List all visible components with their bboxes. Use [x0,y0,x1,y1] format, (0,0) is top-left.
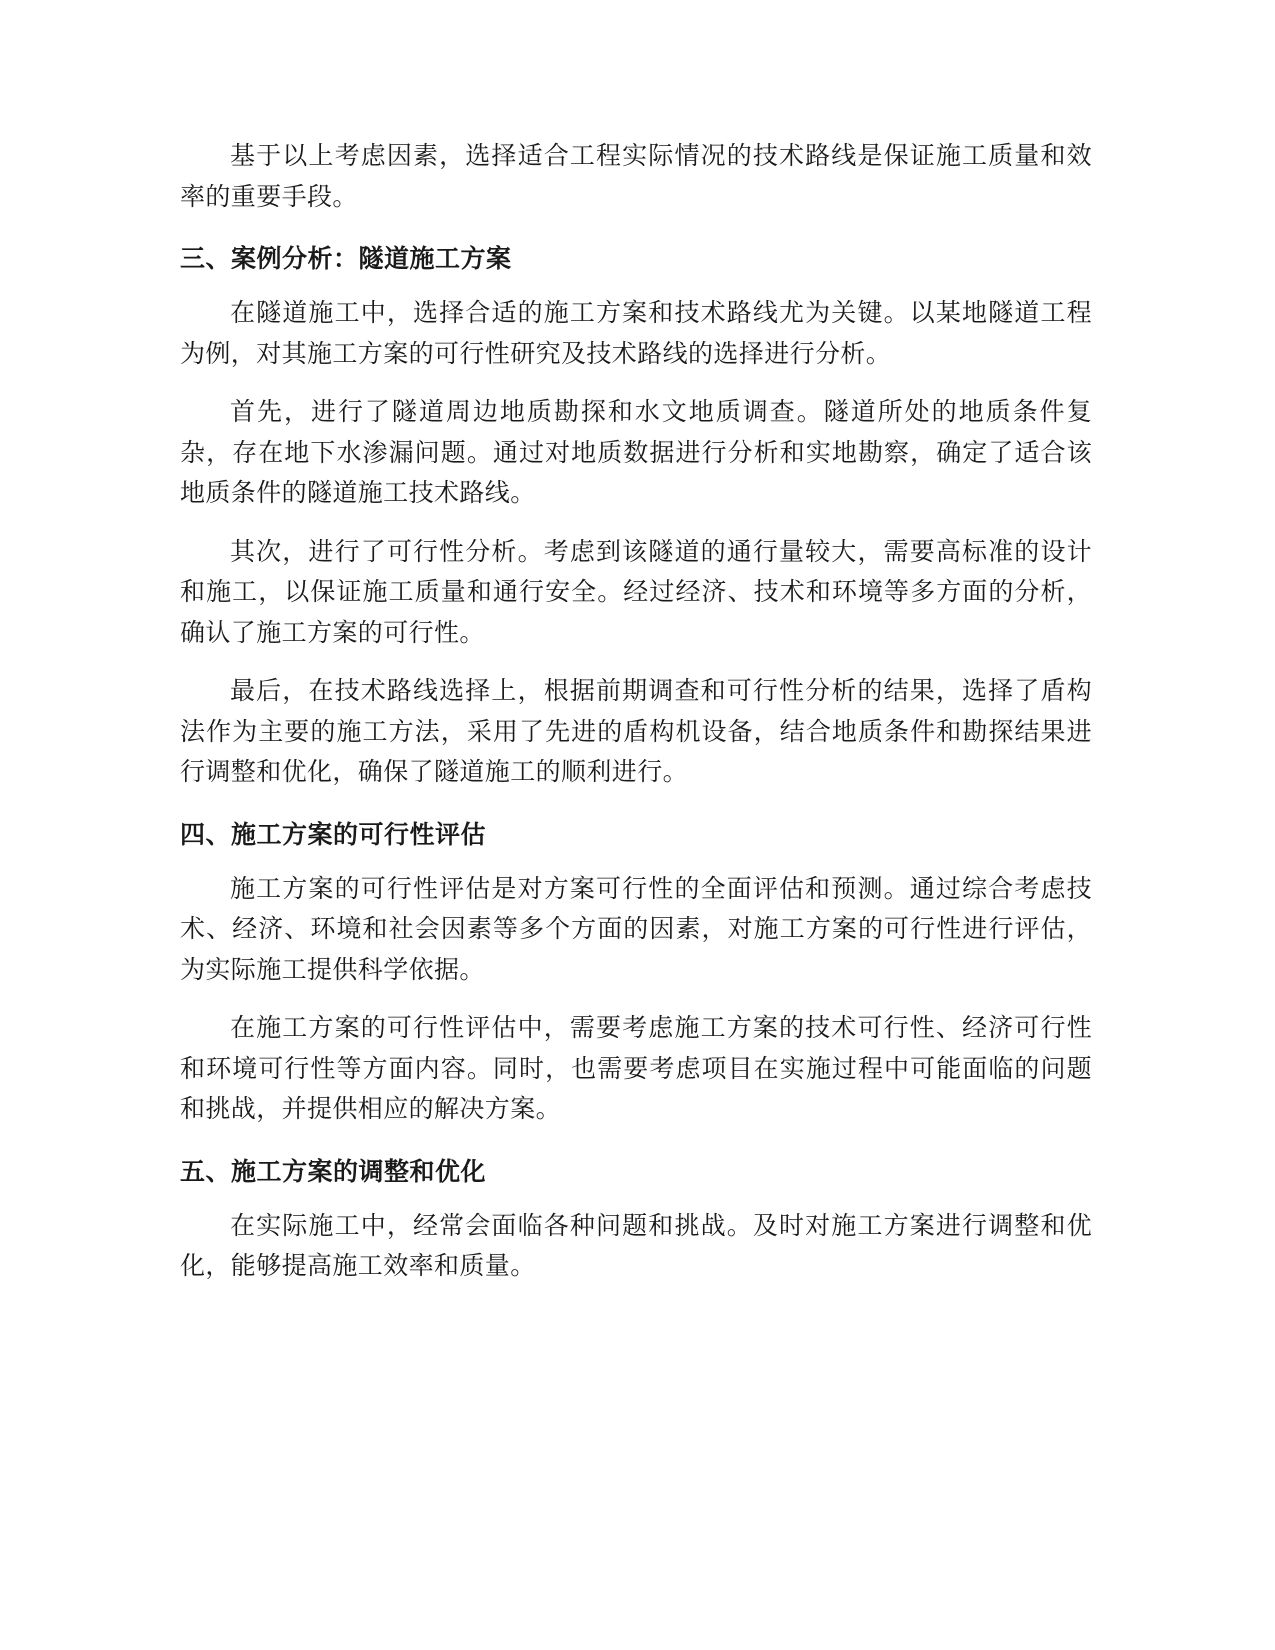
paragraph-adjustment: 在实际施工中，经常会面临各种问题和挑战。及时对施工方案进行调整和优化，能够提高施工效率和质量。 [180,1210,1092,1280]
section-heading-5: 五、施工方案的调整和优化 [180,1156,487,1186]
document-page [180,136,1092,1305]
paragraph-case-route: 最后，在技术路线选择上，根据前期调查和可行性分析的结果，选择了盾构法作为主要的施工方法，采用了先进的盾构机设备，结合地质条件和勘探结果进行调整和优化，确保了隧道施工的顺利进行。 [180,676,1092,786]
section-heading-4: 四、施工方案的可行性评估 [180,819,487,849]
paragraph-case-feasibility: 其次，进行了可行性分析。考虑到该隧道的通行量较大，需要高标准的设计和施工，以保证施工质量和通行安全。经过经济、技术和环境等多方面的分析，确认了施工方案的可行性。 [180,536,1092,647]
paragraph-evaluation-definition: 施工方案的可行性评估是对方案可行性的全面评估和预测。通过综合考虑技术、经济、环境和社会因素等多个方面的因素，对施工方案的可行性进行评估，为实际施工提供科学依据。 [180,873,1092,984]
paragraph-intro-conclusion: 基于以上考虑因素，选择适合工程实际情况的技术路线是保证施工质量和效率的重要手段。 [180,141,1092,211]
paragraph-case-intro: 在隧道施工中，选择合适的施工方案和技术路线尤为关键。以某地隧道工程为例，对其施工方案的可行性研究及技术路线的选择进行分析。 [180,298,1092,368]
paragraph-case-survey: 首先，进行了隧道周边地质勘探和水文地质调查。隧道所处的地质条件复杂，存在地下水渗漏问题。通过对地质数据进行分析和实地勘察，确定了适合该地质条件的隧道施工技术路线。 [180,397,1092,507]
section-heading-3: 三、案例分析：隧道施工方案 [180,244,512,273]
paragraph-evaluation-content: 在施工方案的可行性评估中，需要考虑施工方案的技术可行性、经济可行性和环境可行性等方面内容。同时，也需要考虑项目在实施过程中可能面临的问题和挑战，并提供相应的解决方案。 [180,1013,1092,1123]
